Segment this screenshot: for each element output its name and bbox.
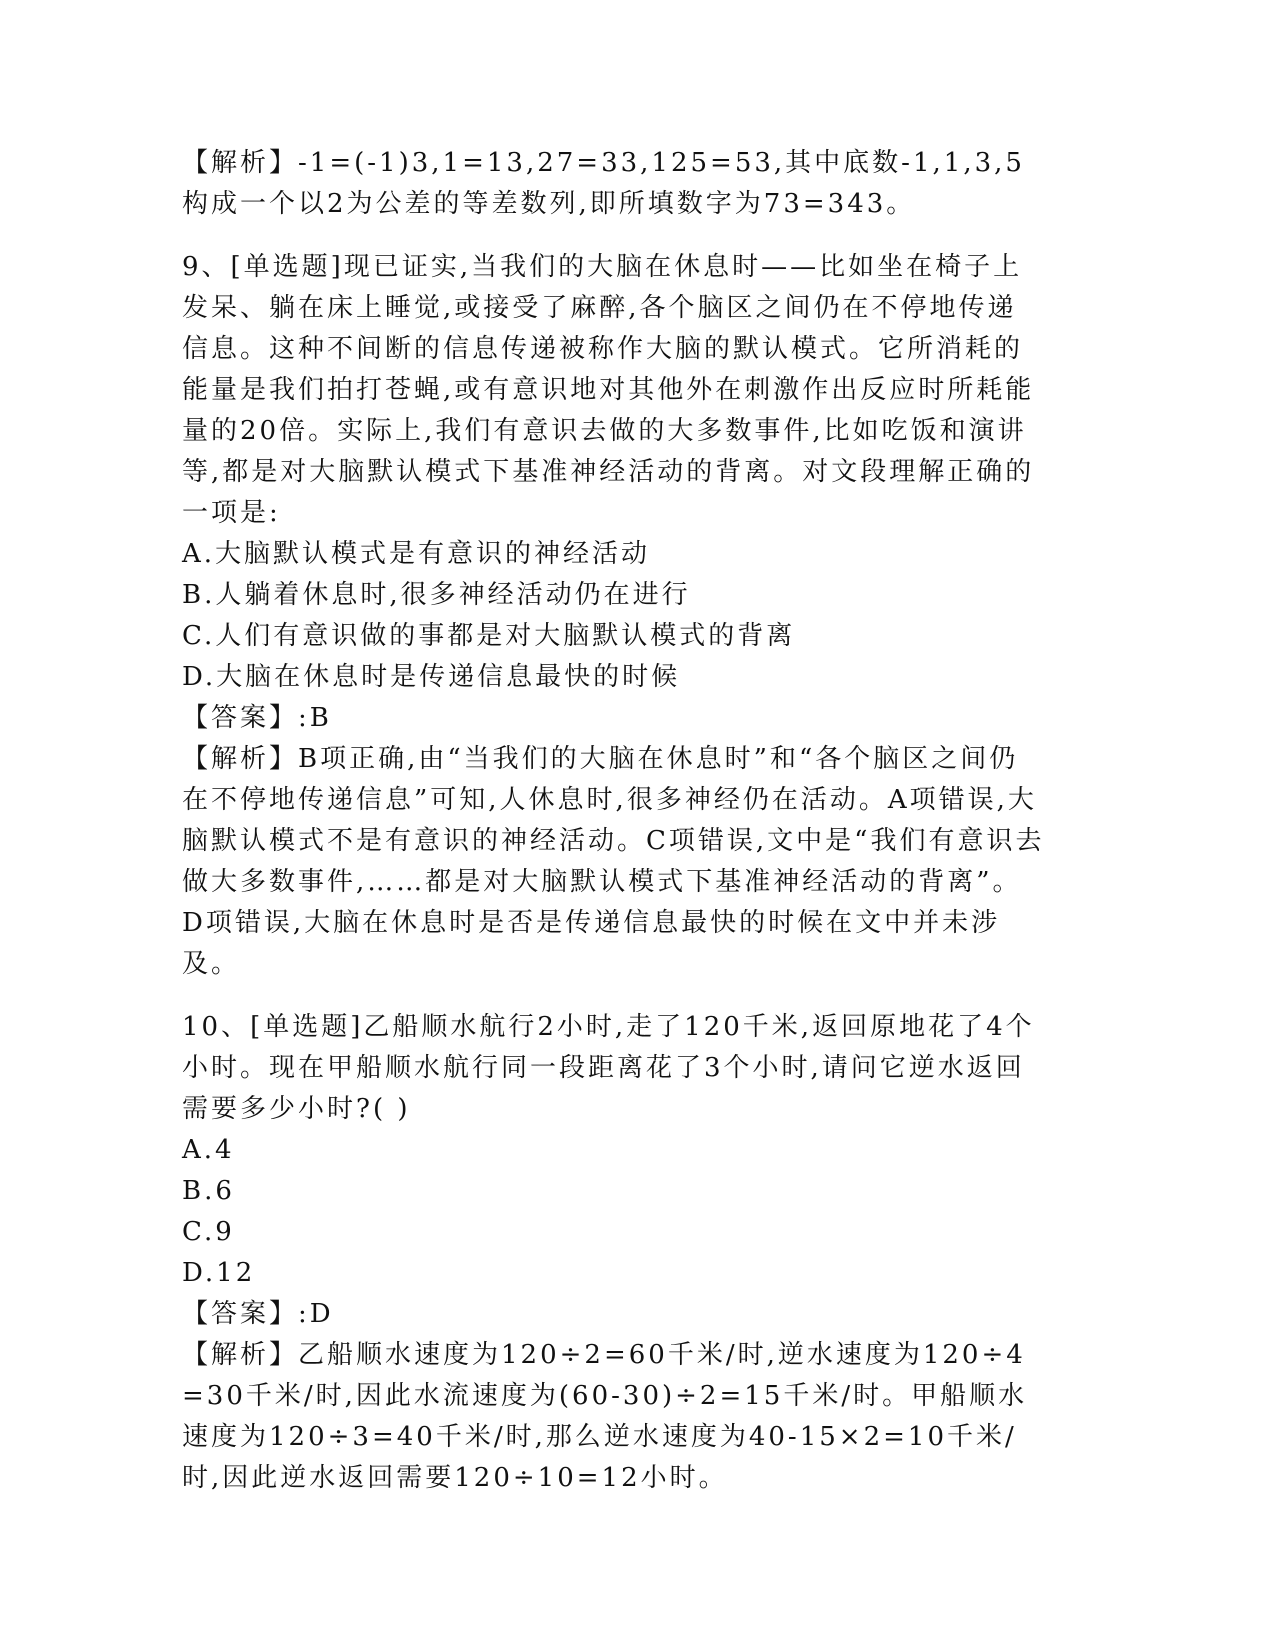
spacer [182,225,1045,247]
q9-option-a: A.大脑默认模式是有意识的神经活动 [182,539,651,569]
q9-option-d: D.大脑在休息时是传递信息最快的时候 [182,662,681,692]
q9-answer: 【答案】:B [182,703,332,733]
spacer [182,985,1045,1007]
q9-option-c: C.人们有意识做的事都是对大脑默认模式的背离 [182,621,796,651]
q9-analysis: 【解析】B项正确,由“当我们的大脑在休息时”和“各个脑区之间仍在不停地传递信息”可知,人休息时,很多神经仍在活动。A项错误,大脑默认模式不是有意识的神经活动。C项错误,文中是“我们有意识去做大多数事件,……都是对大脑默认模式下基准神经活动的背离”。D项错误,大脑在休息时是否是传递信息最快的时候在文中并未涉及。 [182,744,1045,979]
q10-option-c: C.9 [182,1217,235,1247]
q10-option-a: A.4 [182,1135,235,1165]
q10-option-d: D.12 [182,1258,256,1288]
q10-analysis: 【解析】乙船顺水速度为120÷2=60千米/时,逆水速度为120÷4=30千米/时,因此水流速度为(60-30)÷2=15千米/时。甲船顺水速度为120÷3=40千米/时,那么逆水速度为40-15×2=10千米/时,因此逆水返回需要120÷10=12小时。 [182,1340,1028,1493]
q9-option-b: B.人躺着休息时,很多神经活动仍在进行 [182,580,691,610]
q10-option-b: B.6 [182,1176,235,1206]
q9-stem: 9、[单选题]现已证实,当我们的大脑在休息时——比如坐在椅子上发呆、躺在床上睡觉,或接受了麻醉,各个脑区之间仍在不停地传递信息。这种不间断的信息传递被称作大脑的默认模式。它所消耗的能量是我们拍打苍蝇,或有意识地对其他外在刺激作出反应时所耗能量的20倍。实际上,我们有意识去做的大多数事件,比如吃饭和演讲等,都是对大脑默认模式下基准神经活动的背离。对文段理解正确的一项是: [182,252,1035,528]
q10-stem: 10、[单选题]乙船顺水航行2小时,走了120千米,返回原地花了4个小时。现在甲船顺水航行同一段距离花了3个小时,请问它逆水返回需要多少小时?( ) [182,1012,1035,1124]
q10-answer: 【答案】:D [182,1299,334,1329]
q8-analysis: 【解析】-1=(-1)3,1=13,27=33,125=53,其中底数-1,1,3,5构成一个以2为公差的等差数列,即所填数字为73=343。 [182,148,1025,219]
